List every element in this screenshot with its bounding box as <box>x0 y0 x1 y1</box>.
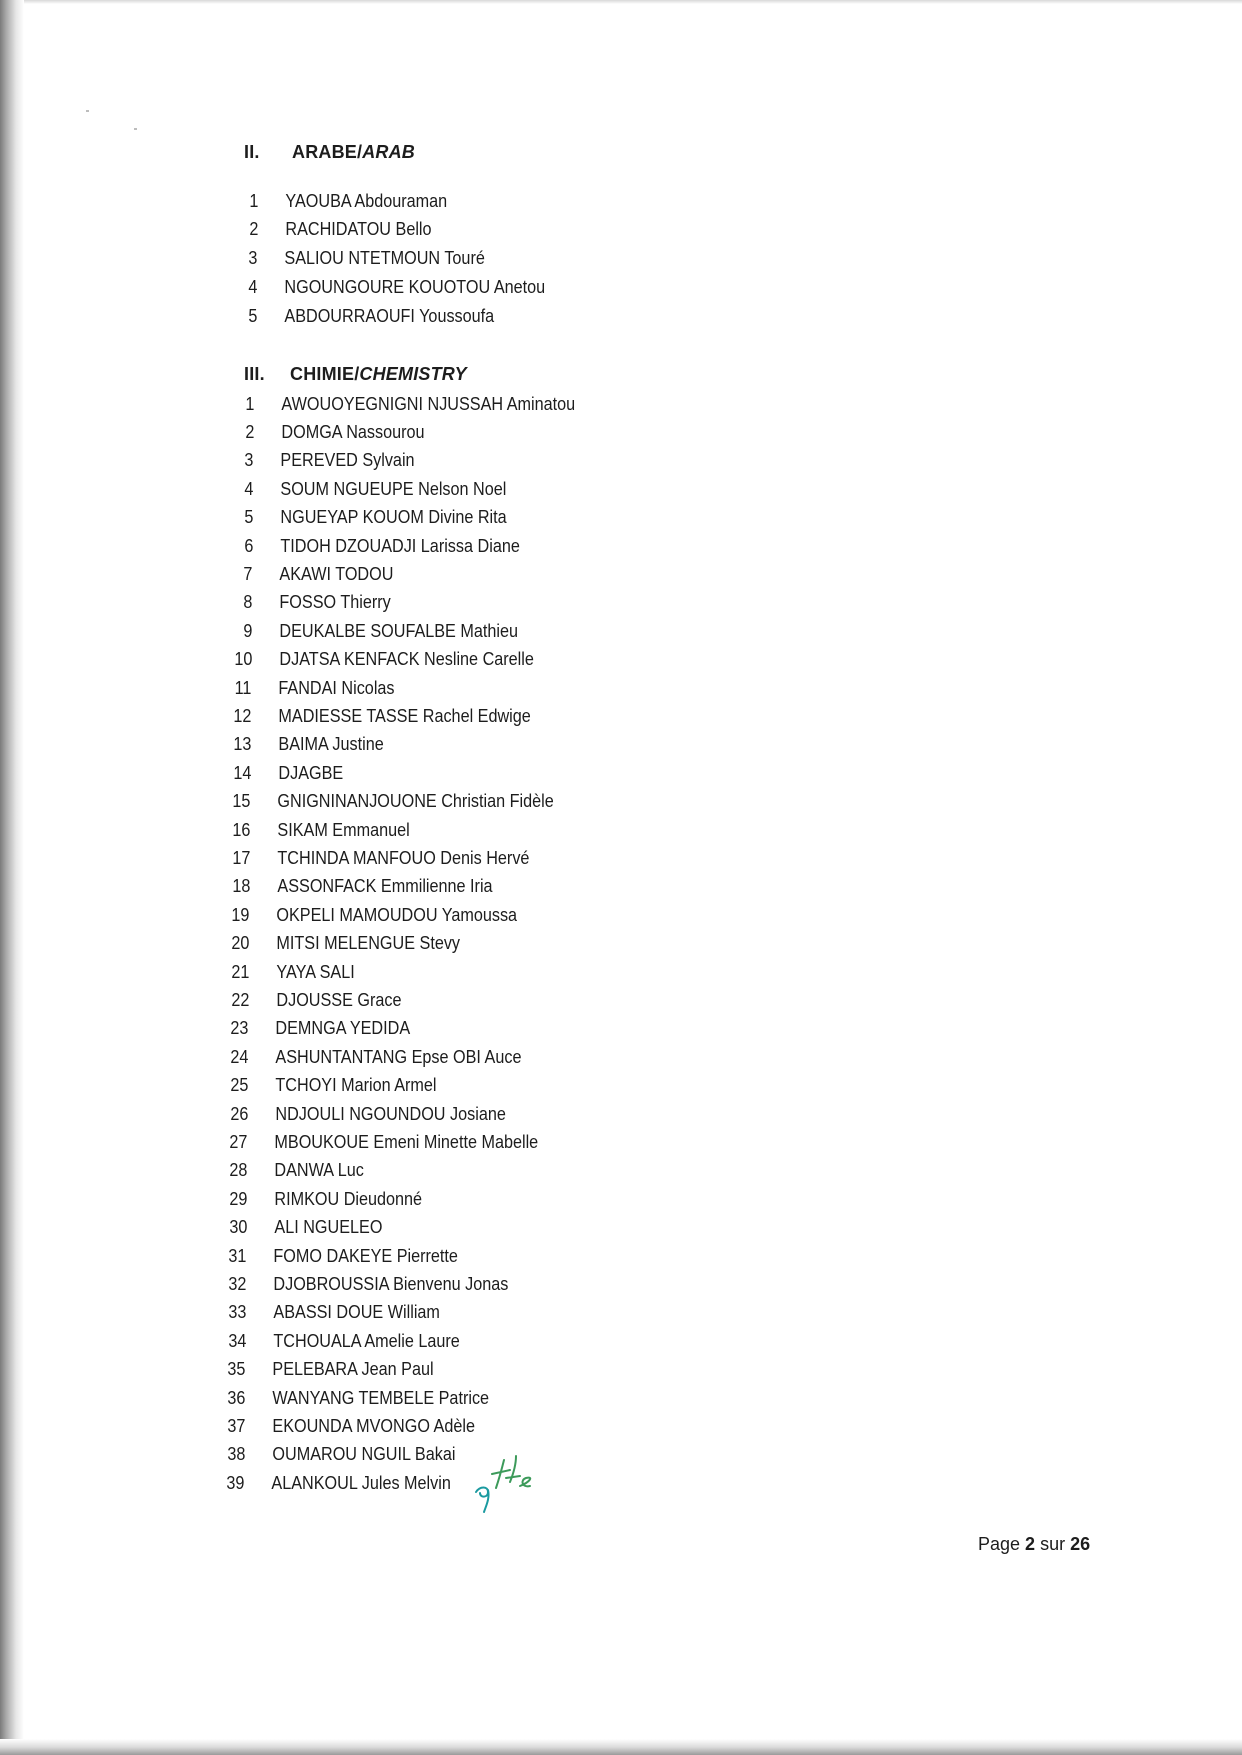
list-item-number: 19 <box>231 904 250 925</box>
list-item-number: 31 <box>228 1245 247 1266</box>
section-title-en: ARAB <box>362 141 415 162</box>
list-item-name: AKAWI TODOU <box>279 563 394 584</box>
list-item-number: 15 <box>232 791 251 812</box>
list-item-name: EKOUNDA MVONGO Adèle <box>272 1415 475 1436</box>
list-item-number: 4 <box>248 276 258 297</box>
list-item-name: DJATSA KENFACK Nesline Carelle <box>279 649 534 670</box>
page-footer <box>978 1534 1090 1555</box>
list-item-number: 9 <box>243 620 253 641</box>
list-item-name: ALI NGUELEO <box>274 1217 383 1238</box>
list-item-name: MBOUKOUE Emeni Minette Mabelle <box>274 1131 539 1152</box>
scan-speck <box>134 128 137 130</box>
list-item-name: MADIESSE TASSE Rachel Edwige <box>278 705 531 726</box>
list-item-name: SALIOU NTETMOUN Touré <box>284 248 485 269</box>
list-item-name: GNIGNINANJOUONE Christian Fidèle <box>277 791 554 812</box>
list-item-number: 34 <box>228 1330 247 1351</box>
list-item-number: 18 <box>232 876 251 897</box>
list-item-name: NDJOULI NGOUNDOU Josiane <box>275 1103 506 1124</box>
section-title-fr: CHIMIE/ <box>290 363 360 384</box>
handwritten-initials-signature <box>470 1446 550 1516</box>
list-item-name: PEREVED Sylvain <box>280 450 415 471</box>
list-item-name: DEUKALBE SOUFALBE Mathieu <box>279 620 519 641</box>
list-item-number: 17 <box>232 847 251 868</box>
list-item-name: DEMNGA YEDIDA <box>275 1018 411 1039</box>
list-item-name: FOMO DAKEYE Pierrette <box>273 1245 458 1266</box>
list-item-number: 12 <box>233 705 252 726</box>
list-item-name: DJOUSSE Grace <box>276 989 402 1010</box>
section-title-en: CHEMISTRY <box>359 363 467 384</box>
list-item-name: TIDOH DZOUADJI Larissa Diane <box>280 535 520 556</box>
list-item-number: 26 <box>230 1103 249 1124</box>
list-item-number: 11 <box>234 677 252 698</box>
list-item-number: 24 <box>230 1046 249 1067</box>
list-item-number: 7 <box>243 563 253 584</box>
list-item-number: 35 <box>227 1359 246 1380</box>
section-title <box>292 142 415 163</box>
list-item-number: 30 <box>229 1217 248 1238</box>
list-item-number: 20 <box>231 933 250 954</box>
list-item-name: ASSONFACK Emmilienne Iria <box>277 876 493 897</box>
scan-speck <box>86 110 89 112</box>
list-item-number: 6 <box>244 535 254 556</box>
list-item-name: RACHIDATOU Bello <box>285 219 432 240</box>
list-item-name: AWOUOYEGNIGNI NJUSSAH Aminatou <box>281 393 576 414</box>
footer-total-pages: 26 <box>1070 1534 1091 1554</box>
footer-middle: sur <box>1035 1534 1071 1554</box>
list-item-name: TCHOYI Marion Armel <box>275 1075 437 1096</box>
list-item-name: PELEBARA Jean Paul <box>272 1359 434 1380</box>
list-item-name: DJAGBE <box>278 762 344 783</box>
list-item-number: 38 <box>227 1444 246 1465</box>
section-title <box>290 364 467 385</box>
list-item-number: 5 <box>244 507 254 528</box>
list-item-number: 5 <box>248 305 258 326</box>
list-item-number: 39 <box>226 1472 245 1493</box>
list-item-name: OUMAROU NGUIL Bakai <box>272 1444 456 1465</box>
footer-current-page: 2 <box>1025 1534 1036 1554</box>
list-item-name: MITSI MELENGUE Stevy <box>276 933 461 954</box>
list-item-name: DANWA Luc <box>274 1160 364 1181</box>
list-item-name: ABDOURRAOUFI Youssoufa <box>284 305 495 326</box>
section-numeral: III. <box>244 363 265 384</box>
list-item-number: 16 <box>232 819 251 840</box>
list-item-name: DOMGA Nassourou <box>281 421 425 442</box>
list-item-name: TCHOUALA Amelie Laure <box>273 1330 460 1351</box>
list-item-number: 14 <box>233 762 252 783</box>
list-item-name: YAOUBA Abdouraman <box>285 190 448 211</box>
list-item-number: 28 <box>229 1160 248 1181</box>
list-item-number: 1 <box>249 190 259 211</box>
list-item-number: 10 <box>234 649 253 670</box>
list-item-number: 21 <box>231 961 250 982</box>
list-item-number: 1 <box>245 393 255 414</box>
list-item-name: SOUM NGUEUPE Nelson Noel <box>280 478 507 499</box>
list-item-name: SIKAM Emmanuel <box>277 819 410 840</box>
section-title-fr: ARABE/ <box>292 141 363 162</box>
list-item-name: ABASSI DOUE William <box>273 1302 440 1323</box>
scan-shadow-top <box>24 0 1242 4</box>
list-item-name: FANDAI Nicolas <box>278 677 395 698</box>
list-item-number: 22 <box>231 989 250 1010</box>
list-item-name: DJOBROUSSIA Bienvenu Jonas <box>273 1273 509 1294</box>
list-item-number: 25 <box>230 1075 249 1096</box>
list-item-number: 8 <box>243 592 253 613</box>
list-item-number: 29 <box>229 1188 248 1209</box>
list-item-name: NGUEYAP KOUOM Divine Rita <box>280 507 507 528</box>
list-item-number: 37 <box>227 1415 246 1436</box>
list-item-name: RIMKOU Dieudonné <box>274 1188 423 1209</box>
list-item-number: 2 <box>249 219 259 240</box>
scan-shadow-left <box>0 0 24 1755</box>
list-item-number: 23 <box>230 1018 249 1039</box>
list-item-name: FOSSO Thierry <box>279 592 391 613</box>
list-item-number: 36 <box>227 1387 246 1408</box>
list-item-number: 33 <box>228 1302 247 1323</box>
list-item-name: ASHUNTANTANG Epse OBI Auce <box>275 1046 522 1067</box>
list-item-name: ALANKOUL Jules Melvin <box>271 1472 451 1493</box>
list-item-number: 2 <box>245 421 255 442</box>
list-item-name: YAYA SALI <box>276 961 355 982</box>
list-item-name: BAIMA Justine <box>278 734 384 755</box>
scan-shadow-bottom <box>0 1739 1242 1755</box>
section-numeral: II. <box>244 141 260 162</box>
list-item-number: 3 <box>244 450 254 471</box>
list-item-number: 13 <box>233 734 252 755</box>
list-item-name: WANYANG TEMBELE Patrice <box>272 1387 490 1408</box>
list-item-number: 4 <box>244 478 254 499</box>
list-item-name: NGOUNGOURE KOUOTOU Anetou <box>284 276 546 297</box>
footer-prefix: Page <box>978 1534 1026 1554</box>
list-item-name: OKPELI MAMOUDOU Yamoussa <box>276 904 518 925</box>
list-item-number: 32 <box>228 1273 247 1294</box>
list-item-number: 3 <box>248 248 258 269</box>
list-item-number: 27 <box>229 1131 248 1152</box>
list-item-name: TCHINDA MANFOUO Denis Hervé <box>277 847 530 868</box>
